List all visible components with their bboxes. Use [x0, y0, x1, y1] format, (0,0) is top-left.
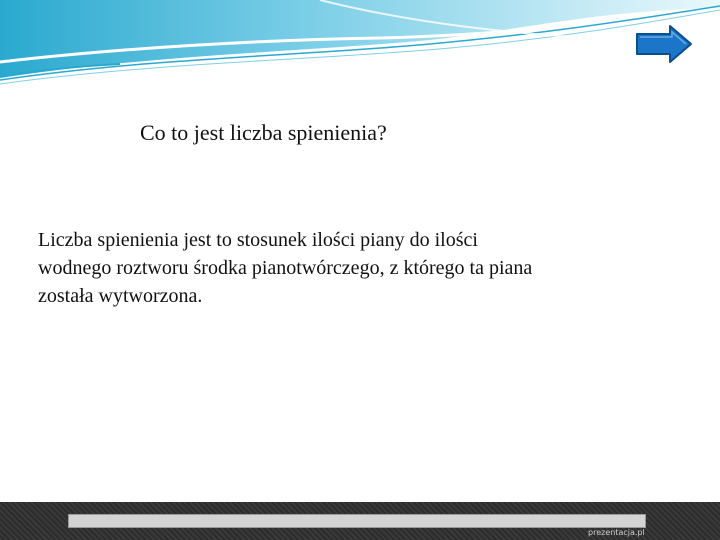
body-line: została wytworzona. [38, 285, 203, 307]
next-slide-button[interactable] [634, 24, 694, 64]
body-line: wodnego roztworu środka pianotwórczego, z którego ta piana [38, 257, 533, 279]
body-line: Liczba spienienia jest to stosunek ilości piany do ilości [38, 229, 478, 251]
right-arrow-icon [637, 26, 691, 62]
top-wave-decoration [0, 0, 720, 90]
progress-fill [69, 515, 645, 527]
slide-body [38, 226, 658, 310]
watermark: prezentacja.pl [588, 528, 645, 537]
slide-title: Co to jest liczba spienienia? [140, 120, 387, 145]
slide-progress-bar[interactable] [68, 514, 646, 528]
